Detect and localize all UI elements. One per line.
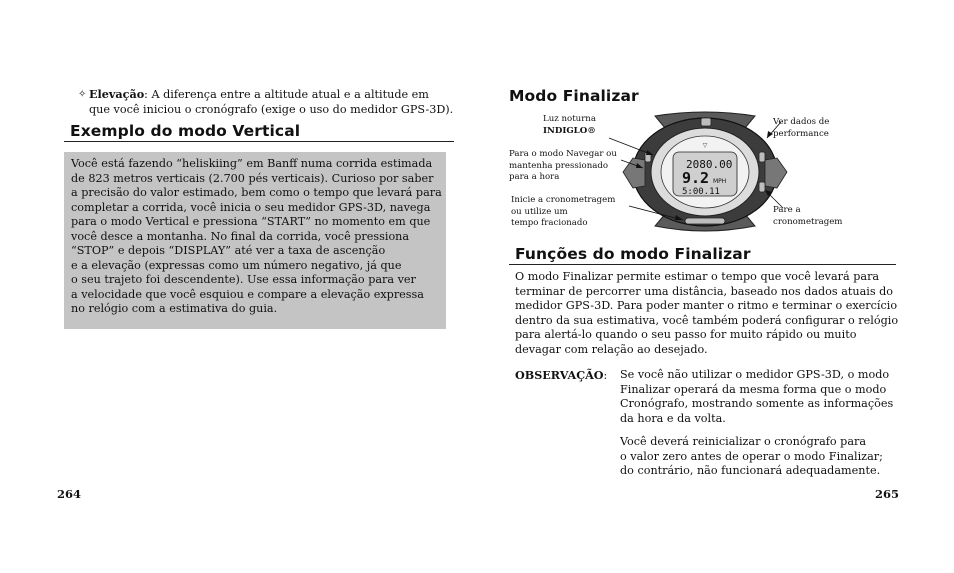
vertical-example-heading: Exemplo do modo Vertical [70,122,301,140]
diamond-bullet-icon: ✧ [78,89,87,100]
finalizar-heading: Modo Finalizar [509,87,639,105]
body-line: medidor GPS-3D. Para poder manter o ritmo e terminar o exercício [515,299,898,313]
callout-indiglo-line2: INDIGLO® [543,125,596,136]
example-line: para o modo Vertical e pressiona “START” no momento em que [71,215,431,229]
note-line: Você deverá reinicializar o cronógrafo para [620,435,867,448]
callout-indiglo [543,114,596,137]
callout-start-line: Inicie a cronometragem [511,195,616,205]
note-line: da hora e da volta. [620,411,726,425]
note-label-text: OBSERVAÇÃO [515,368,604,382]
subheading-rule [509,264,896,265]
bullet-text-line1: : A diferença entre a altitude atual e a altitude em [144,88,429,101]
callout-start-line: tempo fracionado [511,218,588,228]
example-line: no relógio com a estimativa do guia. [71,302,278,316]
callout-navigate [509,149,617,184]
watch-button-display [759,152,765,162]
note-line: Se você não utilizar o medidor GPS-3D, o modo [620,368,890,381]
example-line: Você está fazendo “heliskiing” em Banff numa corrida estimada [71,157,433,170]
finalizar-body [515,270,898,358]
bullet-text-line2: que você iniciou o cronógrafo (exige o uso do medidor GPS-3D). [89,103,454,116]
example-line: e a elevação (expressas como um número negativo, já que [71,258,402,272]
note-paragraph-1 [620,368,893,426]
example-line: completar a corrida, você inicia o seu medidor GPS-3D, navega [71,200,431,214]
example-text [71,157,443,317]
callout-indiglo-line1: Luz noturna [543,114,596,124]
body-line: devagar com relação ao desejado. [515,342,708,356]
callout-navigate-line: mantenha pressionado [509,160,609,171]
elevation-bullet [78,87,458,117]
example-line: a precisão do valor estimado, bem como o tempo que levará para [71,186,442,200]
watch-lug-right [765,158,787,188]
page-number-left: 264 [57,487,82,501]
callout-stop [773,205,842,228]
example-line: “STOP” e depois “DISPLAY” até ver a taxa de ascenção [71,244,386,258]
watch-button-startsplit [685,218,725,224]
watch-button-indiglo [701,118,711,126]
finalizar-functions-heading: Funções do modo Finalizar [515,245,751,263]
note-line: do contrário, não funcionará adequadamente. [620,464,881,478]
page-number-right: 265 [875,487,900,501]
callout-start-line: ou utilize um [511,206,568,217]
callout-performance-line: Ver dados de [773,117,830,127]
callout-stop-line: cronometragem [773,216,843,227]
body-line: terminar de percorrer uma distância, baseado nos dados atuais do [515,284,894,298]
watch-display-line1: 2080.00 [686,158,733,171]
note-line: o valor zero antes de operar o modo Finalizar; [620,449,883,463]
example-line: de 823 metros verticais (2.700 pés verticais). Curioso por saber [71,171,434,185]
callout-stop-line: Pare a [773,205,801,215]
callout-performance [773,117,829,140]
watch-display-line3: 5:00.11 [682,187,720,197]
note-line: Finalizar operará da mesma forma que o modo [620,382,887,396]
body-line: para alertá-lo quando o seu passo for muito rápido ou muito [515,328,857,342]
note-label-colon: : [603,369,608,382]
example-line: a velocidade que você esquiou e compare a elevação expressa [71,287,424,301]
watch-button-stop [759,182,765,192]
callout-start [511,195,615,230]
bullet-label: Elevação [89,87,145,101]
callout-navigate-line: Para o modo Navegar ou [509,149,617,159]
body-line: dentro da sua estimativa, você também poderá configurar o relógio [515,313,899,327]
watch-display-unit: MPH [713,178,727,185]
note-label [515,368,607,384]
watch-logo: ▽ [702,142,708,149]
watch-lug-left [623,158,645,188]
callout-navigate-line: para a hora [509,172,560,182]
example-line: o seu trajeto foi descendente). Use essa informação para ver [71,273,416,287]
note-paragraph-2 [620,435,883,479]
heading-rule [64,141,454,142]
watch-display-line2: 9.2 [682,169,710,187]
note-line: Cronógrafo, mostrando somente as informações [620,397,894,411]
body-line: O modo Finalizar permite estimar o tempo que você levará para [515,270,880,283]
example-line: você desce a montanha. No final da corrida, você pressiona [71,229,410,243]
callout-performance-line: performance [773,128,829,139]
